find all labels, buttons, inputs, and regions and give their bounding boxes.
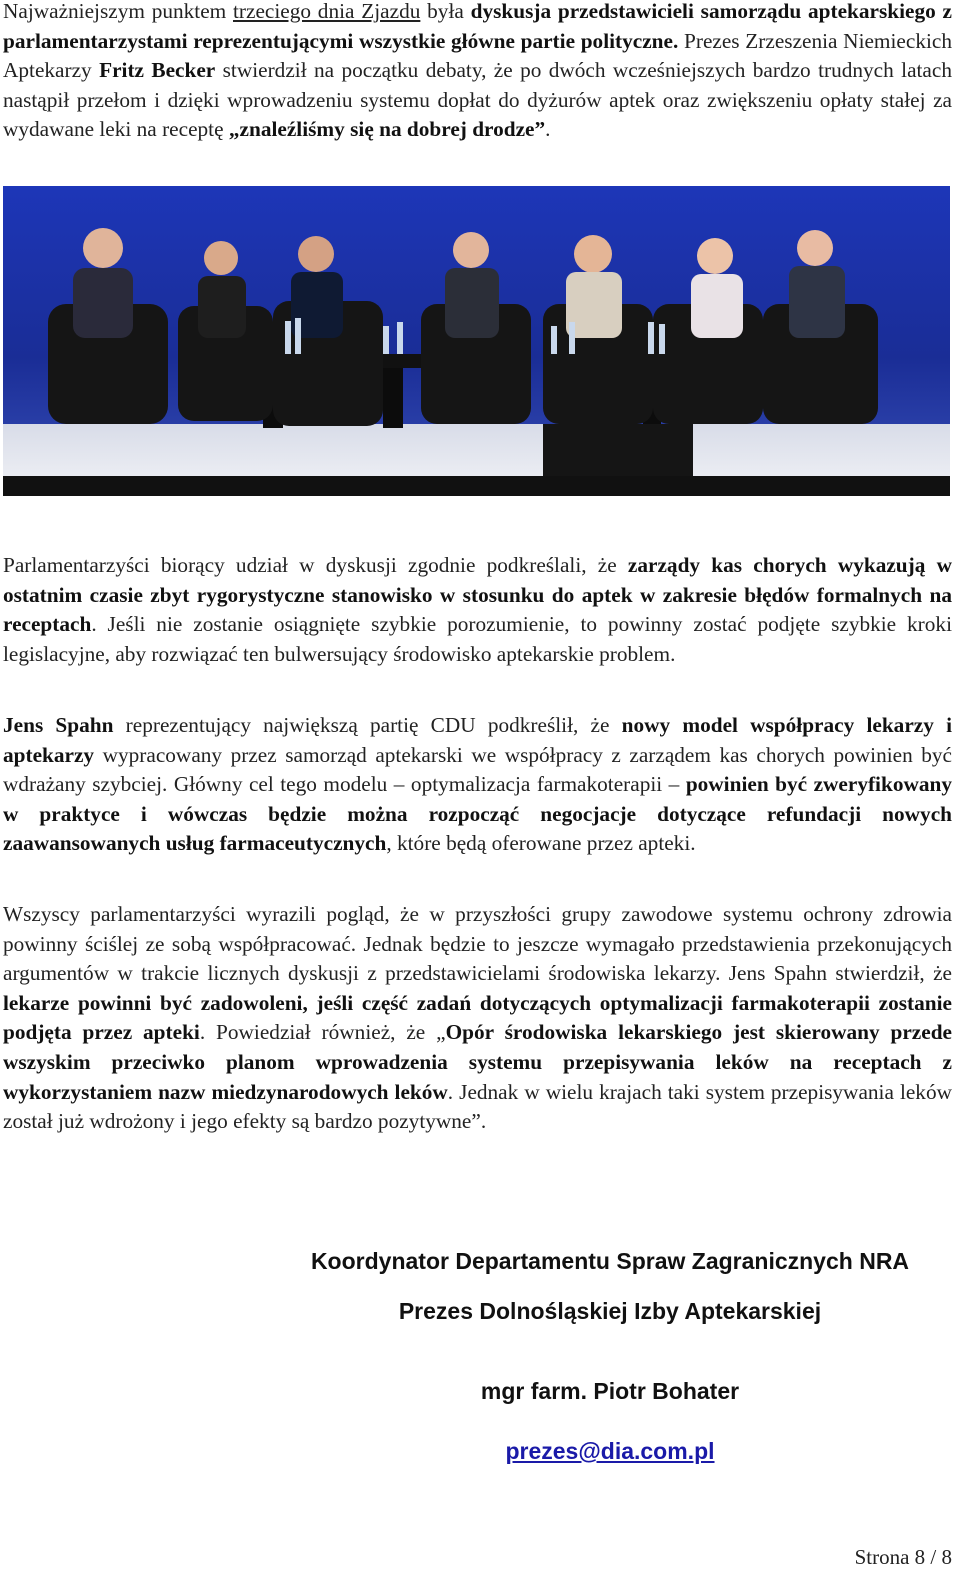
text: wypracowany przez samorząd aptekarski we współpracy z zarządem kas chorych powinien być wdrażany szybciej. Główny cel tego modelu – optymalizacja farmakoterapii –	[3, 742, 952, 797]
text: .	[545, 117, 551, 142]
text: Prezes Zrzeszenia Niemieckich Aptekarzy	[3, 28, 952, 83]
page-number: Strona 8 / 8	[854, 1545, 952, 1569]
text: , które będą oferowane przez apteki.	[386, 831, 696, 856]
bold-text: nowy model współpracy lekarzy i aptekarzy	[3, 713, 952, 767]
paragraph-cooperation	[3, 900, 952, 1137]
bold-text: „znaleźliśmy się na dobrej drodze”	[228, 117, 546, 142]
signature-title-1: Koordynator Departamentu Spraw Zagranicznych NRA	[310, 1248, 910, 1274]
paragraph-jens-spahn	[3, 711, 952, 859]
underlined-text: trzeciego dnia Zjazdu	[233, 0, 421, 23]
paragraph-intro	[3, 0, 952, 145]
bold-text: zarządy kas chorych wykazują w ostatnim czasie zbyt rygorystyczne stanowisko w stosunku do aptek w zakresie błędów formalnych na receptach	[3, 553, 952, 637]
text: Parlamentarzyści biorący udział w dyskusji zgodnie podkreślali, że	[3, 553, 628, 577]
bold-text: Fritz Becker	[99, 58, 216, 83]
panel-discussion-photo	[3, 186, 950, 496]
text: . Jeśli nie zostanie osiągnięte szybkie porozumienie, to powinny zostać podjęte szybkie kroki legislacyjne, aby rozwiązać ten bulwersujący środowisko aptekarskie problem.	[3, 612, 952, 666]
bold-text: lekarze powinni być zadowoleni, jeśli część zadań dotyczących optymalizacji farmakoterapii zostanie podjęta przez apteki	[3, 990, 952, 1045]
text: . Powiedział również, że „	[199, 1020, 446, 1045]
email-link[interactable]: prezes@dia.com.pl	[505, 1438, 715, 1464]
signature-title-2: Prezes Dolnośląskiej Izby Aptekarskiej	[398, 1298, 822, 1324]
bold-text: Opór środowiska lekarskiego jest skierowany przede wszyskim przeciwko planom wprowadzenia systemu przepisywania leków na receptach z wykorzystaniem nazw miedzynarodowych leków	[3, 1020, 952, 1104]
text: Najważniejszym punktem	[3, 0, 233, 23]
bold-text: powinien być zweryfikowany w praktyce i wówczas będzie można rozpocząć negocjacje dotyczące refundacji nowych zaawansowanych usług farmaceutycznych	[3, 772, 952, 856]
signature-name: mgr farm. Piotr Bohater	[480, 1378, 740, 1404]
text: stwierdził na początku debaty, że po dwóch wcześniejszych bardzo trudnych latach nastąpił przełom i dzięki wprowadzeniu systemu dopłat do dyżurów aptek oraz zwiększeniu opłaty stałej za wydawane leki na receptę	[3, 58, 952, 142]
paragraph-parliamentarians	[3, 551, 952, 669]
text: była	[420, 0, 471, 23]
bold-text: dyskusja przedstawicieli samorządu aptekarskiego z parlamentarzystami reprezentującymi wszystkie główne partie polityczne.	[3, 0, 952, 53]
text: reprezentujący największą partię CDU podkreślił, że	[113, 713, 622, 737]
text: . Jednak w wielu krajach taki system przepisywania leków został już wdrożony i jego efekty są bardzo pozytywne”.	[3, 1079, 952, 1134]
text: Wszyscy parlamentarzyści wyrazili pogląd, że w przyszłości grupy zawodowe systemu ochrony zdrowia powinny ściślej ze sobą współpracować. Jednak będzie to jeszcze wymagało przedstawienia przekonujących argumentów w trakcie licznych dyskusji z przedstawicielami środowiska lekarzy. Jens Spahn stwierdził, że	[3, 902, 952, 986]
bold-text: Jens Spahn	[3, 713, 114, 737]
